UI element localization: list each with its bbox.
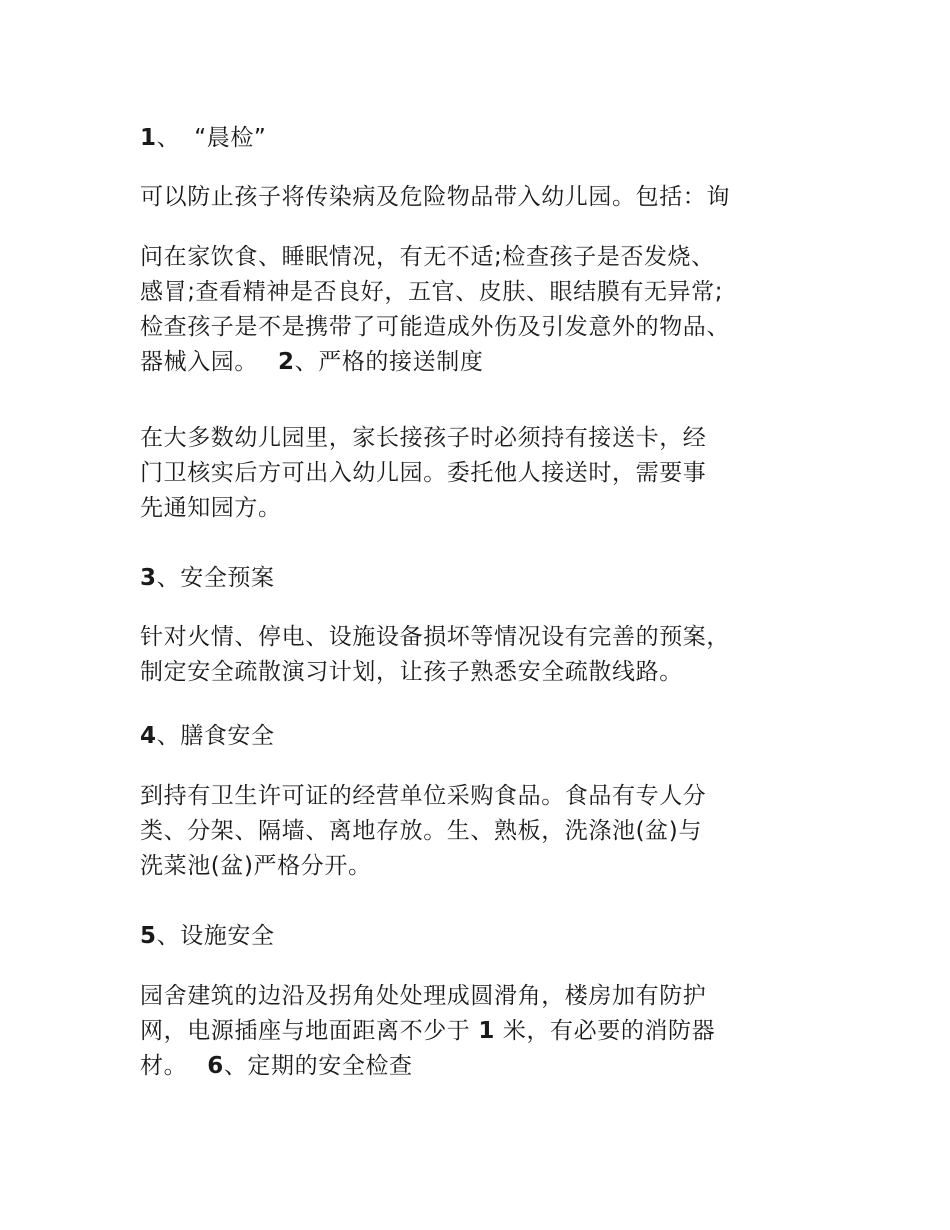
section-2-body	[140, 421, 820, 526]
section-4-body-line-1: 到持有卫生许可证的经营单位采购食品。食品有专人分	[140, 783, 707, 809]
section-1-separator: 、	[156, 125, 181, 151]
section-5-separator: 、	[156, 923, 181, 949]
section-1-body-line-4: 器械入园。	[140, 349, 258, 375]
section-2-body-line-1: 在大多数幼儿园里，家长接孩子时必须持有接送卡，经	[140, 425, 707, 451]
section-3-number: 3	[140, 565, 157, 591]
section-5-body-line-1: 园舍建筑的边沿及拐角处处理成圆滑角，楼房加有防护	[140, 983, 707, 1009]
section-3-heading	[140, 561, 820, 596]
section-1-intro-line: 可以防止孩子将传染病及危险物品带入幼儿园。包括：询	[140, 184, 730, 210]
section-6-title: 定期的安全检查	[247, 1053, 413, 1079]
section-4-body-line-3: 洗菜池(盆)严格分开。	[140, 853, 372, 879]
section-3-separator: 、	[156, 565, 181, 591]
section-1-body-line-2: 感冒;查看精神是否良好，五官、皮肤、眼结膜有无异常;	[140, 279, 724, 305]
section-2-body-line-2: 门卫核实后方可出入幼儿园。委托他人接送时，需要事	[140, 460, 707, 486]
section-2-number: 2	[278, 349, 295, 375]
section-4-heading	[140, 719, 820, 754]
section-5-body-line-2-before: 网，电源插座与地面距离不少于	[140, 1018, 471, 1044]
section-3-body-line-1: 针对火情、停电、设施设备损坏等情况设有完善的预案，	[140, 624, 730, 650]
section-6-separator: 、	[223, 1053, 248, 1079]
section-4-separator: 、	[156, 723, 181, 749]
section-5-distance-number: 1	[478, 1018, 495, 1044]
section-4-number: 4	[140, 723, 157, 749]
section-1-number: 1	[140, 125, 157, 151]
section-5-body-line-2-after: 米，有必要的消防器	[502, 1018, 716, 1044]
section-4-body	[140, 779, 820, 884]
section-5-number: 5	[140, 923, 157, 949]
section-2-separator: 、	[294, 349, 319, 375]
section-4-body-line-2: 类、分架、隔墙、离地存放。生、熟板，洗涤池(盆)与	[140, 818, 702, 844]
section-4-title: 膳食安全	[180, 723, 275, 749]
section-1-body-line-1: 问在家饮食、睡眠情况，有无不适;检查孩子是否发烧、	[140, 244, 715, 270]
section-2-title: 严格的接送制度	[318, 349, 484, 375]
section-1-intro	[140, 180, 820, 215]
section-6-number: 6	[207, 1053, 224, 1079]
section-2-body-line-3: 先通知园方。	[140, 495, 282, 521]
section-5-body-line-3: 材。	[140, 1053, 188, 1079]
section-3-body-line-2: 制定安全疏散演习计划，让孩子熟悉安全疏散线路。	[140, 659, 683, 685]
section-1-body	[140, 240, 820, 380]
section-3-body	[140, 620, 820, 690]
section-1-title: “晨检”	[194, 125, 267, 151]
section-5-heading	[140, 919, 820, 954]
section-1-heading	[140, 121, 820, 156]
section-5-body	[140, 979, 820, 1084]
section-1-body-line-3: 检查孩子是不是携带了可能造成外伤及引发意外的物品、	[140, 314, 730, 340]
section-3-title: 安全预案	[180, 565, 275, 591]
section-5-title: 设施安全	[180, 923, 275, 949]
